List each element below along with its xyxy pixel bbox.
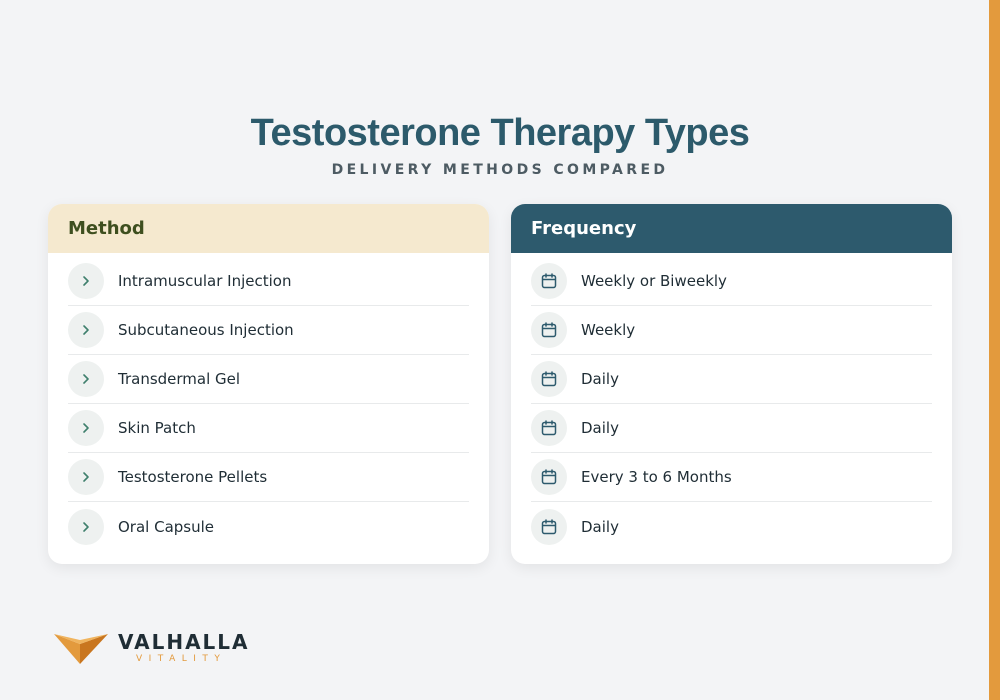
chevron-right-icon — [68, 361, 104, 397]
chevron-right-icon — [68, 312, 104, 348]
frequency-row — [531, 306, 932, 355]
accent-bar — [989, 0, 1000, 700]
calendar-icon — [531, 509, 567, 545]
frequency-list — [511, 253, 952, 551]
method-label: Oral Capsule — [118, 517, 215, 536]
calendar-icon — [531, 459, 567, 495]
frequency-row — [531, 257, 932, 306]
frequency-row — [531, 453, 932, 502]
method-row — [68, 306, 469, 355]
method-card — [48, 204, 489, 564]
logo-tagline: VITALITY — [136, 654, 227, 664]
method-label: Subcutaneous Injection — [118, 321, 294, 339]
method-label: Skin Patch — [118, 419, 196, 437]
page-subtitle: DELIVERY METHODS COMPARED — [331, 162, 669, 178]
frequency-label: Daily — [581, 419, 619, 437]
frequency-label: Daily — [581, 517, 619, 536]
method-label: Intramuscular Injection — [118, 272, 292, 290]
method-row — [68, 502, 469, 551]
frequency-header: Frequency — [511, 204, 952, 253]
frequency-label: Every 3 to 6 Months — [581, 468, 732, 486]
method-label: Transdermal Gel — [118, 370, 241, 388]
brand-logo — [54, 630, 250, 666]
frequency-row — [531, 404, 932, 453]
method-header: Method — [48, 204, 489, 253]
calendar-icon — [531, 361, 567, 397]
chevron-right-icon — [68, 263, 104, 299]
calendar-icon — [531, 263, 567, 299]
method-row — [68, 355, 469, 404]
frequency-label: Daily — [581, 370, 619, 388]
method-list — [48, 253, 489, 551]
chevron-right-icon — [68, 410, 104, 446]
frequency-card — [511, 204, 952, 564]
frequency-label: Weekly — [581, 321, 636, 339]
method-row — [68, 404, 469, 453]
calendar-icon — [531, 312, 567, 348]
frequency-row — [531, 502, 932, 551]
chevron-right-icon — [68, 459, 104, 495]
logo-mark-icon — [54, 630, 110, 666]
chevron-right-icon — [68, 509, 104, 545]
logo-name: VALHALLA — [118, 630, 250, 654]
logo-text — [118, 631, 250, 665]
method-row — [68, 453, 469, 502]
calendar-icon — [531, 410, 567, 446]
method-row — [68, 257, 469, 306]
frequency-row — [531, 355, 932, 404]
page-title: Testosterone Therapy Types — [250, 112, 750, 154]
method-label: Testosterone Pellets — [118, 468, 268, 486]
frequency-label: Weekly or Biweekly — [581, 272, 727, 290]
